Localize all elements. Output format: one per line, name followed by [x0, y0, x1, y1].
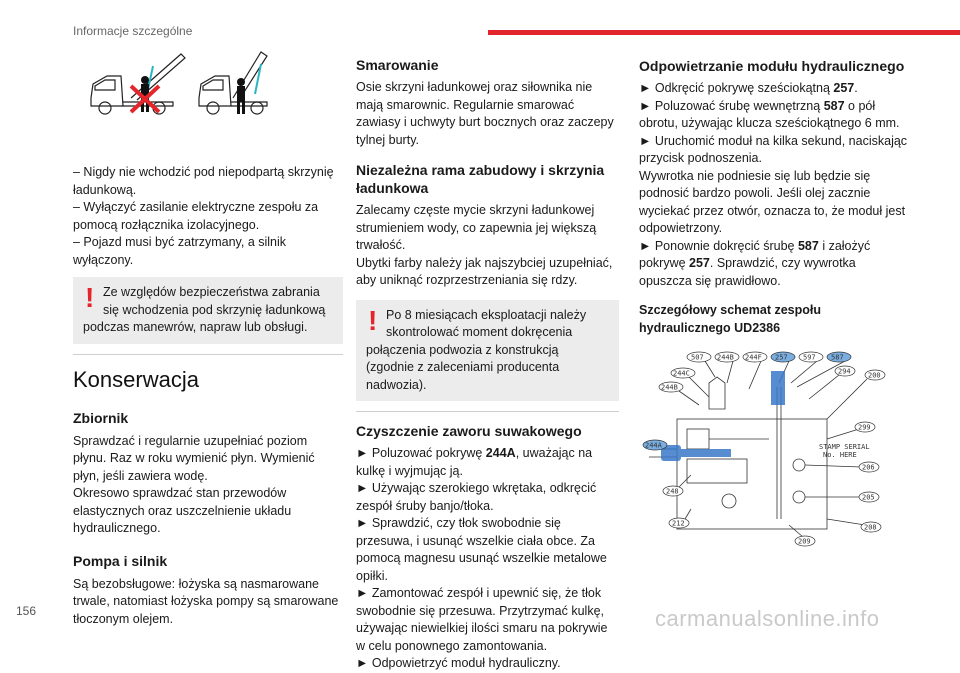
subsection-title: Czyszczenie zaworu suwakowego [356, 423, 582, 439]
bullet-line: – Wyłączyć zasilanie elektryczne zespołu za pomocą rozłącznika izolacyjnego. [73, 200, 319, 232]
header-accent-bar [488, 30, 960, 35]
diagram-label: No. HERE [823, 451, 857, 459]
diagram-label: 507 [691, 353, 704, 362]
part-number: 244A [485, 446, 516, 460]
diagram-label: 257 [775, 353, 788, 362]
step [356, 445, 619, 480]
diagram-label: 208 [864, 523, 877, 532]
paragraph: Okresowo sprawdzać stan przewodów elastycznych oraz uszczelnienie układu hydraulicznego. [73, 486, 292, 535]
diagram-label: 294 [838, 367, 851, 376]
step-text: . Sprawdzić, czy wywrotka opuszcza się prawidłowo. [639, 256, 856, 288]
dump-truck-illustration [81, 46, 271, 141]
diagram-label: 244C [673, 369, 690, 378]
paragraph: Sprawdzać i regularnie uzupełniać poziom płynu. Raz w roku wymienić płyn. Wymienić płyn, jeśli zawiera wodę. [73, 433, 315, 483]
warning-text: połączenia podwozia z konstrukcją (zgodnie z zaleceniami producenta nadwozia). [366, 342, 560, 392]
part-number: 587 [797, 238, 819, 253]
step: ► Uruchomić moduł na kilka sekund, naciskając przycisk podnoszenia. [639, 133, 908, 165]
diagram-label: 244B [717, 353, 734, 362]
bullet-line: – Nigdy nie wchodzić pod niepodpartą skrzynię ładunkową. [73, 165, 334, 197]
hydraulic-unit-diagram [639, 349, 889, 549]
part-number: 257 [689, 256, 710, 270]
warning-box [73, 277, 343, 344]
step: ► Zamontować zespół i upewnić się, że tłok swobodnie się przesuwa. Przytrzymać kulkę, używając niewielkiej ilości smaru na pokrywie w celu ponownego zamontowania. [356, 586, 608, 653]
step [639, 98, 909, 133]
column-right [639, 57, 909, 554]
paragraph: Wywrotka nie podniesie się lub będzie się podnosić bardzo powoli. Jeśli olej zacznie wyciekać przez otwór, oznacza to, że moduł jest odpowietrzony. [639, 168, 906, 235]
header-title: Informacje szczególne [73, 24, 193, 38]
diagram-label: STAMP SERIAL [819, 443, 870, 451]
step-text: . [854, 81, 858, 95]
diagram-label: 244B [661, 383, 678, 392]
step [639, 80, 909, 98]
diagram-label: 248 [666, 487, 679, 496]
warning-icon: ! [368, 304, 378, 336]
warning-text: podczas manewrów, napraw lub obsługi. [83, 320, 308, 334]
step-text: o pół obrotu, używając klucza sześciokątnego 6 mm. [639, 98, 900, 130]
warning-text: Ze względów bezpieczeństwa zabrania się wchodzenia pod skrzynię ładunkową [103, 285, 326, 317]
step-text: ► Odkręcić pokrywę sześciokątną [639, 81, 834, 95]
subsection-title: Zbiornik [73, 409, 129, 426]
watermark: carmanualsonline.info [655, 606, 880, 631]
subsection-title: Niezależna rama zabudowy i skrzynia ładunkowa [356, 162, 605, 196]
step-text: , uważając na kulkę i wyjmując ją. [356, 446, 593, 478]
page-number: 156 [16, 604, 37, 618]
diagram-label: 205 [862, 493, 875, 502]
paragraph: Są bezobsługowe: łożyska są nasmarowane trwale, natomiast łożyska pompy są smarowane tłoczonym olejem. [73, 576, 339, 626]
diagram-label: 597 [803, 353, 816, 362]
subsection-title: Odpowietrzanie modułu hydraulicznego [639, 58, 905, 74]
column-left [73, 46, 343, 628]
step-text: ► Ponownie dokręcić śrubę [639, 238, 798, 253]
diagram-label: 299 [858, 423, 871, 432]
warning-text: Po 8 miesiącach eksploatacji należy skontrolować moment dokręcenia [386, 307, 587, 339]
paragraph: Ubytki farby należy jak najszybciej uzupełniać, aby uniknąć rozprzestrzeniania się rdzy. [356, 255, 613, 287]
section-title: Konserwacja [73, 366, 199, 392]
warning-box [356, 300, 619, 402]
diagram-label: 244A [645, 441, 662, 450]
step: ► Sprawdzić, czy tłok swobodnie się przesuwa, i usunąć wszelkie ciała obce. Za pomocą magnesu usunąć wszelkie metalowe opiłki. [356, 516, 607, 583]
step: ► Używając szerokiego wkrętaka, odkręcić zespół śruby banjo/tłoka. [356, 481, 597, 513]
diagram-title: Szczegółowy schemat zespołu hydraulicznego UD2386 [639, 303, 821, 335]
subsection-title: Pompa i silnik [73, 552, 168, 569]
part-number: 587 [823, 98, 845, 113]
diagram-label: 212 [672, 519, 685, 528]
diagram-label: 209 [798, 537, 811, 546]
section-divider [73, 354, 343, 355]
warning-icon: ! [85, 282, 95, 313]
diagram-label: 200 [868, 371, 881, 380]
diagram-label: 587 [831, 353, 844, 362]
paragraph: Osie skrzyni ładunkowej oraz siłownika nie mają smarownic. Regularnie smarować zawiasy i uchwyty burt bocznych oraz zaczepy tylnej burty. [356, 80, 614, 147]
step [639, 238, 909, 291]
step: ► Odpowietrzyć moduł hydrauliczny. [356, 656, 561, 670]
subsection-title: Smarowanie [356, 57, 439, 73]
step-text: ► Poluzować śrubę wewnętrzną [639, 98, 824, 113]
diagram-label: 244F [745, 353, 762, 362]
paragraph: Zalecamy częste mycie skrzyni ładunkowej strumieniem wody, co zapewnia jej większą trwałość. [356, 203, 597, 252]
section-divider [356, 411, 619, 412]
step-text: ► Poluzować pokrywę [356, 446, 486, 460]
column-middle [356, 56, 619, 673]
part-number: 257 [833, 81, 855, 95]
diagram-label: 206 [862, 463, 875, 472]
step-text: i założyć pokrywę [639, 238, 871, 270]
bullet-line: – Pojazd musi być zatrzymany, a silnik wyłączony. [73, 235, 287, 267]
